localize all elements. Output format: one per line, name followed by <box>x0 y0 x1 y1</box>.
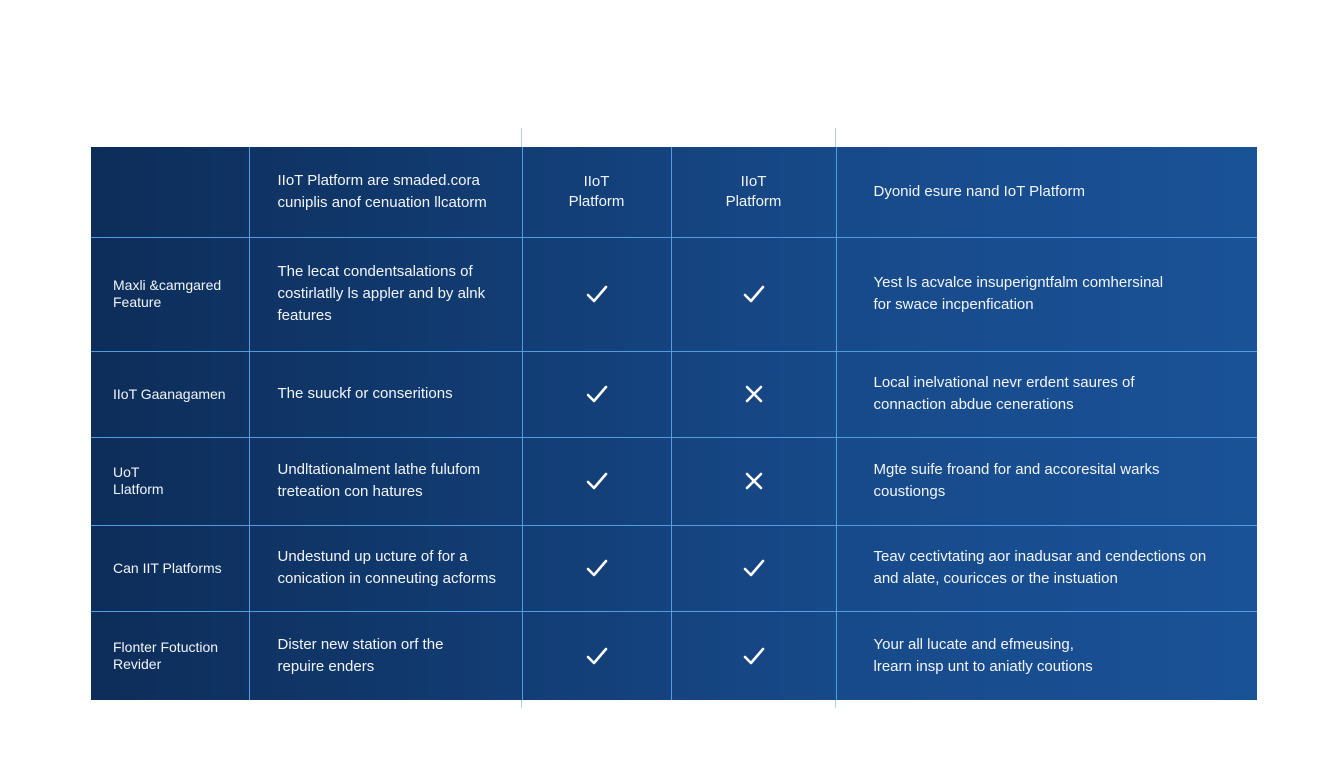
feature-cell <box>91 237 249 351</box>
check-icon <box>585 282 609 306</box>
note-line2: connaction abdue cenerations <box>873 396 1074 413</box>
note-cell <box>836 611 1257 700</box>
description-line1: The suuckf or conseritions <box>277 385 453 402</box>
cross-icon <box>742 469 766 493</box>
platform-a-cell <box>522 437 671 525</box>
feature-label-line2: Revider <box>113 655 162 672</box>
note-cell <box>836 437 1257 525</box>
check-icon <box>585 556 609 580</box>
note-line2: coustiongs <box>873 483 946 500</box>
description-cell <box>249 525 522 611</box>
feature-label-line1: IIoT Gaanagamen <box>113 385 226 402</box>
check-icon <box>585 644 609 668</box>
header-platform-b-line2: Platform <box>725 192 782 210</box>
header-empty-cell <box>91 147 249 237</box>
feature-label-line1: UoT <box>113 464 140 480</box>
header-platform-a <box>522 147 671 237</box>
platform-a-cell <box>522 237 671 351</box>
feature-cell <box>91 525 249 611</box>
feature-label-line2: Llatform <box>113 481 164 497</box>
description-line1: Undltationalment lathe fulufom <box>277 461 481 478</box>
note-line1: Local inelvational nevr erdent saures of <box>873 374 1135 391</box>
note-line1: Your all lucate and efmeusing, <box>873 635 1074 653</box>
header-platform-a-line2: Platform <box>568 192 625 210</box>
note-line1: Mgte suife froand for and accoresital warks <box>873 461 1160 478</box>
description-cell <box>249 611 522 700</box>
description-line2: costirlatlly ls appler and by alnk <box>277 285 486 302</box>
note-line2: for swace incpenfication <box>873 296 1034 313</box>
platform-a-cell <box>522 525 671 611</box>
description-line1: Dister new station orf the <box>277 635 444 653</box>
description-cell <box>249 437 522 525</box>
feature-label-line2: Feature <box>113 294 162 310</box>
platform-b-cell <box>671 351 836 437</box>
guide-line-left-bottom <box>521 700 522 708</box>
guide-line-right-bottom <box>835 700 836 708</box>
check-icon <box>742 644 766 668</box>
table-row <box>91 437 1257 525</box>
header-desc-line2: cuniplis anof cenuation llcatorm <box>277 193 487 211</box>
table-row <box>91 611 1257 700</box>
header-description <box>249 147 522 237</box>
note-line1: Yest ls acvalce insuperigntfalm comhersinal <box>873 274 1164 291</box>
header-notes <box>836 147 1257 237</box>
feature-cell <box>91 351 249 437</box>
platform-b-cell <box>671 525 836 611</box>
check-icon <box>742 556 766 580</box>
header-desc-line1: IIoT Platform are smaded.cora <box>277 171 480 189</box>
feature-label-line1: Maxli &camgared <box>113 277 222 293</box>
description-line1: Undestund up ucture of for a <box>277 548 468 565</box>
table-row <box>91 237 1257 351</box>
table-row <box>91 351 1257 437</box>
note-cell <box>836 237 1257 351</box>
note-line2: lrearn insp unt to aniatly coutions <box>873 657 1093 675</box>
comparison-grid <box>91 147 1257 700</box>
note-cell <box>836 525 1257 611</box>
note-line1: Teav cectivtating aor inadusar and cendections on <box>873 548 1207 565</box>
cross-icon <box>742 382 766 406</box>
description-line3: features <box>277 307 332 324</box>
description-cell <box>249 237 522 351</box>
platform-b-cell <box>671 237 836 351</box>
description-line2: repuire enders <box>277 657 375 675</box>
platform-a-cell <box>522 611 671 700</box>
header-platform-b <box>671 147 836 237</box>
header-platform-b-line1: IIoT <box>740 172 767 190</box>
platform-b-cell <box>671 611 836 700</box>
table-row <box>91 525 1257 611</box>
feature-label-line1: Can IIT Platforms <box>113 559 222 576</box>
description-line1: The lecat condentsalations of <box>277 263 473 280</box>
check-icon <box>585 469 609 493</box>
note-cell <box>836 351 1257 437</box>
comparison-table <box>91 147 1257 700</box>
platform-a-cell <box>522 351 671 437</box>
guide-line-right <box>835 128 836 147</box>
guide-line-left <box>521 128 522 147</box>
feature-label-line1: Flonter Fotuction <box>113 638 219 655</box>
header-notes-title: Dyonid esure nand IoT Platform <box>873 183 1086 201</box>
feature-cell <box>91 437 249 525</box>
platform-b-cell <box>671 437 836 525</box>
header-row <box>91 147 1257 237</box>
note-line2: and alate, couricces or the instuation <box>873 570 1118 587</box>
header-platform-a-line1: IIoT <box>583 172 610 190</box>
description-line2: conication in conneuting acforms <box>277 570 496 587</box>
feature-cell <box>91 611 249 700</box>
description-line2: treteation con hatures <box>277 483 423 500</box>
check-icon <box>742 282 766 306</box>
check-icon <box>585 382 609 406</box>
description-cell <box>249 351 522 437</box>
